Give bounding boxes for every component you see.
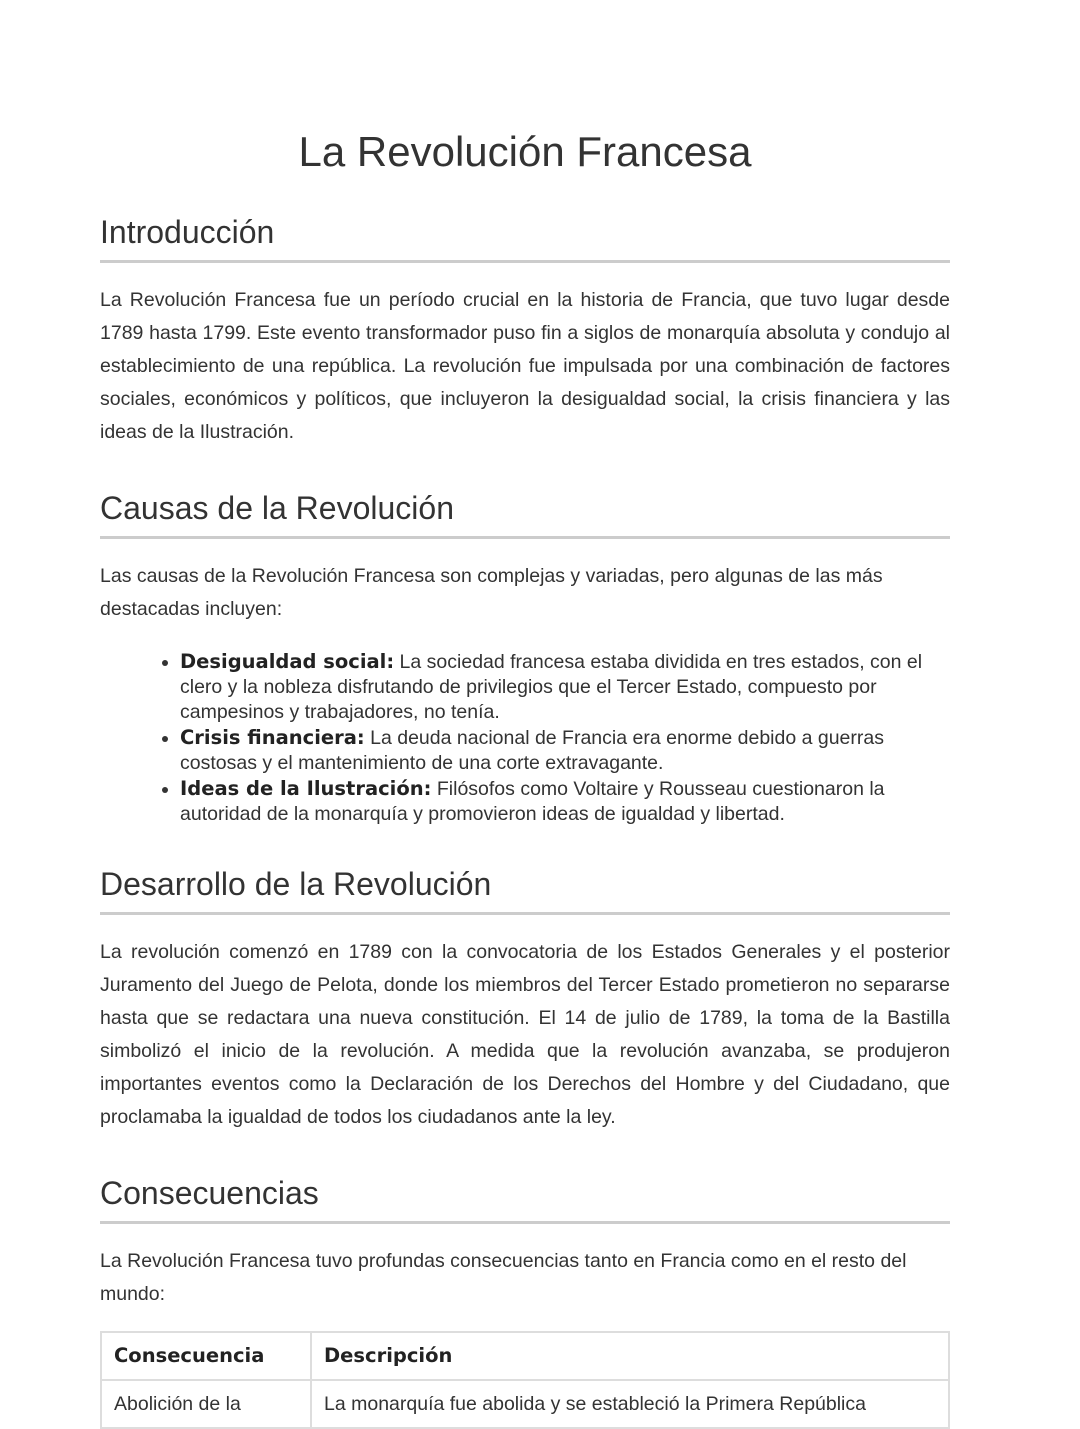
- table-row: [101, 1380, 949, 1428]
- causes-list: [100, 649, 950, 827]
- table-header-cell: Consecuencia: [101, 1332, 311, 1380]
- document-page: [100, 0, 950, 1429]
- list-item-text: Filósofos como Voltaire y Rousseau cuestionaron la autoridad de la monarquía y promovieron ideas de igualdad y libertad.: [180, 778, 885, 825]
- list-item-text: La sociedad francesa estaba dividida en tres estados, con el clero y la nobleza disfrutando de privilegios que el Tercer Estado, compuesto por campesinos y trabajadores, no tenía.: [180, 651, 923, 723]
- causas-intro-paragraph: Las causas de la Revolución Francesa son complejas y variadas, pero algunas de las más destacadas incluyen:: [100, 565, 883, 620]
- desarrollo-paragraph: La revolución comenzó en 1789 con la convocatoria de los Estados Generales y el posterior Juramento del Juego de Pelota, donde los miembros del Tercer Estado prometieron no separarse hasta que se redactara una nueva constitución. El 14 de julio de 1789, la toma de la Bastilla simbolizó el inicio de la revolución. A medida que la revolución avanzaba, se produjeron importantes eventos como la Declaración de los Derechos del Hombre y del Ciudadano, que proclamaba la igualdad de todos los ciudadanos ante la ley.: [100, 941, 950, 1128]
- list-item: [180, 725, 950, 776]
- consequences-table: [100, 1331, 950, 1429]
- list-item: [180, 776, 950, 827]
- section-heading-consecuencias: Consecuencias: [100, 1173, 950, 1224]
- list-item-term: Ideas de la Ilustración:: [180, 777, 432, 800]
- list-item-term: Desigualdad social:: [180, 650, 395, 673]
- list-item: [180, 649, 950, 725]
- table-header-row: [101, 1332, 949, 1380]
- table-header-cell: Descripción: [311, 1332, 949, 1380]
- section-heading-causas: Causas de la Revolución: [100, 488, 950, 539]
- consecuencias-intro-paragraph: La Revolución Francesa tuvo profundas consecuencias tanto en Francia como en el resto del mundo:: [100, 1250, 907, 1305]
- section-heading-desarrollo: Desarrollo de la Revolución: [100, 864, 950, 915]
- list-item-text: La deuda nacional de Francia era enorme debido a guerras costosas y el mantenimiento de una corte extravagante.: [180, 727, 884, 774]
- list-item-term: Crisis financiera:: [180, 726, 365, 749]
- introduccion-paragraph: La Revolución Francesa fue un período crucial en la historia de Francia, que tuvo lugar desde 1789 hasta 1799. Este evento transformador puso fin a siglos de monarquía absoluta y condujo al establecimiento de una república. La revolución fue impulsada por una combinación de factores sociales, económicos y políticos, que incluyeron la desigualdad social, la crisis financiera y las ideas de la Ilustración.: [100, 289, 950, 443]
- section-heading-introduccion: Introducción: [100, 212, 950, 263]
- document-title: La Revolución Francesa: [298, 128, 752, 175]
- table-cell: La monarquía fue abolida y se estableció la Primera República: [311, 1380, 949, 1428]
- table-cell: Abolición de la: [101, 1380, 311, 1428]
